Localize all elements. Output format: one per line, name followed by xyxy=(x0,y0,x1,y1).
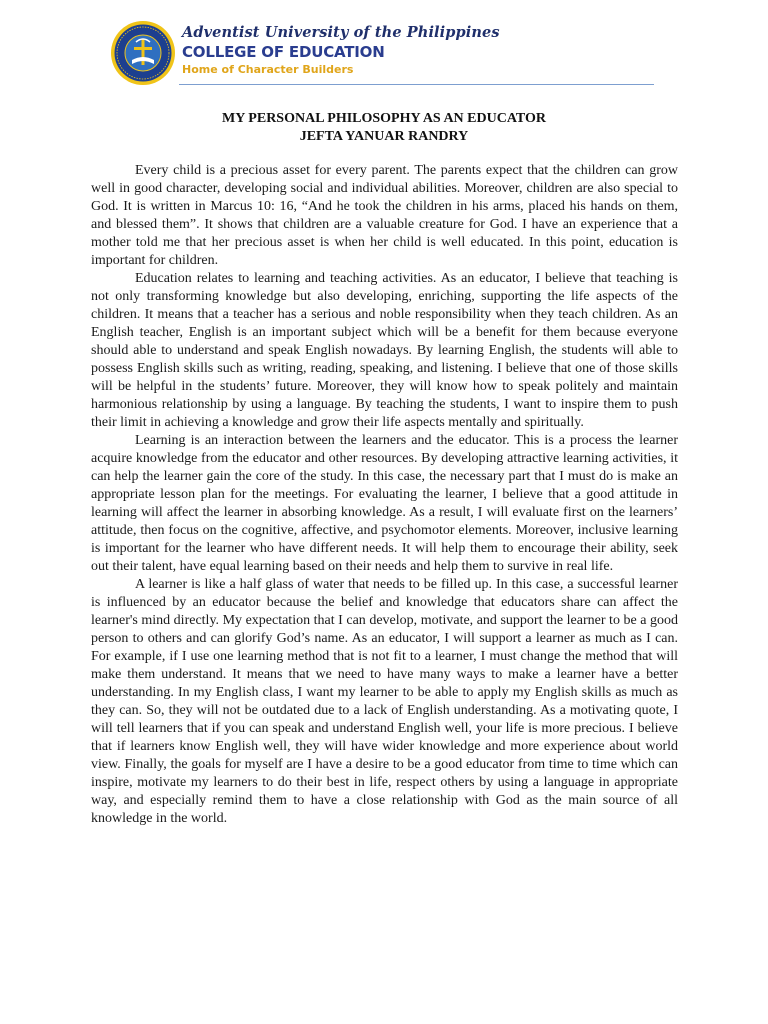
document-title: MY PERSONAL PHILOSOPHY AS AN EDUCATOR xyxy=(222,111,546,126)
document-body xyxy=(91,162,678,828)
letterhead xyxy=(110,18,670,92)
university-name: Adventist University of the Philippines xyxy=(182,24,500,41)
document-author: JEFTA YANUAR RANDRY xyxy=(299,129,469,144)
header-divider xyxy=(179,84,654,85)
paragraph: Education relates to learning and teaching activities. As an educator, I believe that teaching is not only transforming knowledge but also developing, enriching, supporting the life aspects of the children. It means that a teacher has a serious and noble responsibility when they teach children. As an English teacher, English is an important subject which will be a benefit for them because everyone should able to understand and speak English nowadays. By learning English, the students will able to possess English skills such as writing, reading, speaking, and listening. I believe that one of those skills will be helpful in the students’ future. Moreover, they will know how to speak politely and maintain harmonious relationship by using a language. By teaching the students, I want to inspire them to push their limit in achieving a knowledge and grow their life aspects mentally and spiritually. xyxy=(91,271,678,430)
paragraph: Every child is a precious asset for every parent. The parents expect that the children can grow well in good character, developing social and individual abilities. Moreover, children are also special to God. It is written in Marcus 10: 16, “And he took the children in his arms, placed his hands on them, and blessed them”. It shows that children are a valuable creature for God. I have an experience that a mother told me that her precious asset is when her child is well educated. In this point, education is important for children. xyxy=(91,163,678,268)
university-seal-icon xyxy=(110,20,176,86)
college-tagline: Home of Character Builders xyxy=(182,63,354,76)
document-heading xyxy=(0,110,768,146)
paragraph: Learning is an interaction between the learners and the educator. This is a process the learner acquire knowledge from the educator and other resources. By developing attractive learning activities, it can help the learner gain the core of the study. In this case, the necessary part that I must do is make an appropriate lesson plan for the meetings. For evaluating the learner, I believe that a good attitude in learning will affect the learner in absorbing knowledge. As a result, I will evaluate first on the learners’ attitude, then focus on the cognitive, affective, and psychomotor elements. Moreover, inclusive learning is important for the learner who have different needs. It will help them to encourage their ability, seek out their talent, have equal learning based on their needs and help them to survive in real life. xyxy=(91,433,678,574)
college-name: COLLEGE OF EDUCATION xyxy=(182,43,385,61)
paragraph: A learner is like a half glass of water that needs to be filled up. In this case, a successful learner is influenced by an educator because the belief and knowledge that educators share can affect the learner's mind directly. My expectation that I can develop, motivate, and support the learner to be a good person to others and can glorify God’s name. As an educator, I will support a learner as much as I can. For example, if I use one learning method that is not fit to a learner, I must change the method that will make them understand. It means that we need to have many ways to make a learner have a better understanding. In my English class, I want my learner to be able to apply my English skills as much as they can. So, they will not be outdated due to a lack of English understanding. As a motivating quote, I will tell learners that if you can speak and understand English well, your life is more precious. I believe that if learners know English well, they will have wider knowledge and more experience about world view. Finally, the goals for myself are I have a desire to be a good educator from time to time which can inspire, motivate my learners to do their best in life, respect others by using a language in appropriate way, and especially remind them to have a close relationship with God as the main source of all knowledge in the world. xyxy=(91,577,678,826)
